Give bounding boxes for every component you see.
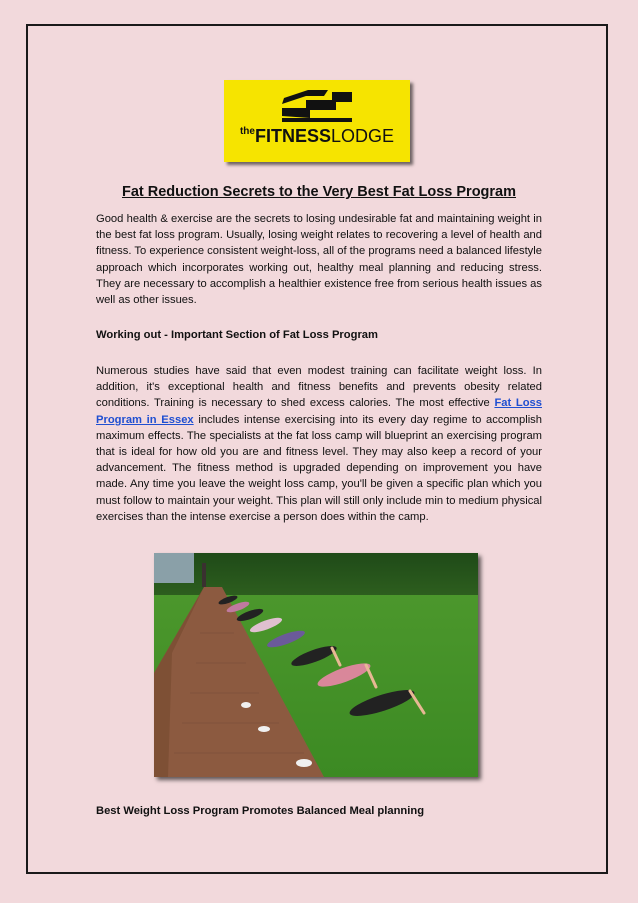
section2-heading: Best Weight Loss Program Promotes Balanced Meal planning xyxy=(96,805,425,817)
bootcamp-photo xyxy=(154,553,478,777)
logo-wordmark xyxy=(224,126,410,147)
document-title: Fat Reduction Secrets to the Very Best Fat Loss Program xyxy=(121,184,517,200)
pushup-group-image xyxy=(154,553,478,777)
fat-loss-program-link[interactable]: Fat Loss Program in Essex xyxy=(96,397,542,426)
section1-text-a: Numerous studies have said that even modest training can facilitate weight loss. In addition, it's exceptional health and fitness benefits and prevents obesity related conditions. Training is necessary to shed excess calories. The most effective xyxy=(96,365,542,410)
logo-lodge: LODGE xyxy=(330,126,395,146)
logo-the: the xyxy=(239,126,255,137)
logo-fitness: FITNESS xyxy=(254,126,331,146)
section1-heading: Working out - Important Section of Fat Loss Program xyxy=(96,329,378,341)
intro-paragraph: Good health & exercise are the secrets to losing undesirable fat and maintaining weight in the best fat loss program. Usually, losing weight relates to recovering a level of health and fitness. To experience consistent weight-loss, all of the programs need a balanced lifestyle approach which incorporates working out, healthy meal planning and reducing stress. They are necessary to accomplish a healthier existence free from serious health issues as well as other issues. xyxy=(96,213,542,307)
section1-paragraph xyxy=(96,363,542,525)
logo-mark-icon xyxy=(224,80,410,126)
section1-text-b: includes intense exercising into its every day regime to accomplish maximum effects. The specialists at the fat loss camp will blueprint an exercising program that is ideal for how old you are and fitness level. They may also keep a record of your advancement. The fitness method is upgraded depending on improvement you have made. Any time you leave the weight loss camp, you'll be given a specific plan which you must follow to maintain your weight. This plan will still only include min to medium physical exercises than the intense exercise a person does within the camp. xyxy=(96,413,542,523)
fitness-lodge-logo xyxy=(224,80,410,162)
